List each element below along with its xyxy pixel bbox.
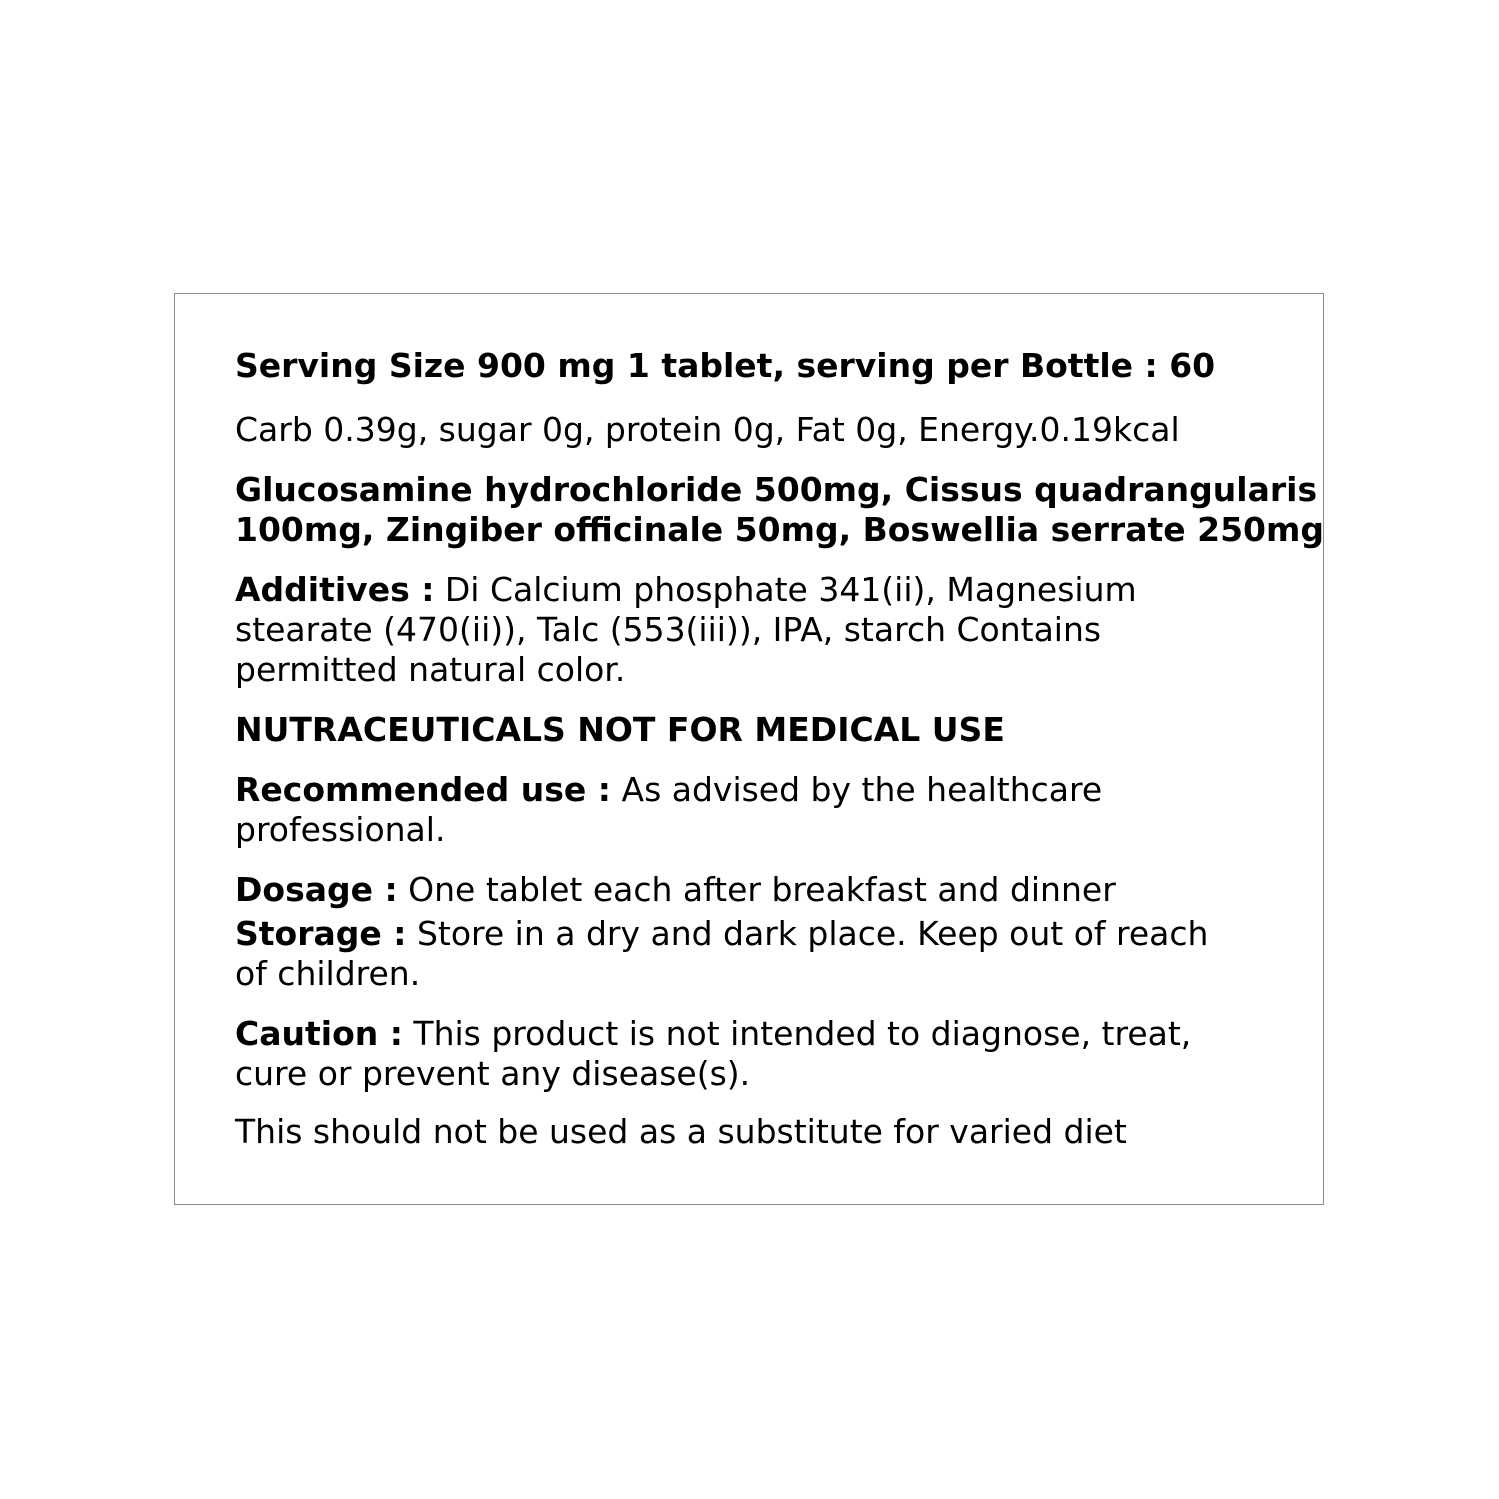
additives-text-1: Di Calcium phosphate 341(ii), Magnesium <box>434 570 1137 609</box>
recommended-use-line-2: professional. <box>235 810 446 849</box>
caution-text-1: This product is not intended to diagnose, treat, <box>402 1014 1192 1053</box>
nutrition-facts-text: Carb 0.39g, sugar 0g, protein 0g, Fat 0g, Energy.0.19kcal <box>235 410 1180 449</box>
additives-label: Additives : <box>235 570 435 609</box>
dosage-text: One tablet each after breakfast and dinner <box>397 870 1116 909</box>
additives-line-2: stearate (470(ii)), Talc (553(iii)), IPA, starch Contains <box>235 610 1102 649</box>
storage-label: Storage : <box>235 914 407 953</box>
ingredients-line-1: Glucosamine hydrochloride 500mg, Cissus quadrangularis <box>235 470 1318 509</box>
recommended-use-label: Recommended use : <box>235 770 611 809</box>
caution-line-1 <box>235 1014 1191 1054</box>
dosage-line <box>235 870 1116 910</box>
caution-label: Caution : <box>235 1014 403 1053</box>
storage-line-2: of children. <box>235 954 421 993</box>
storage-text-1: Store in a dry and dark place. Keep out of reach <box>406 914 1209 953</box>
dosage-label: Dosage : <box>235 870 398 909</box>
medical-use-notice: NUTRACEUTICALS NOT FOR MEDICAL USE <box>235 710 1005 749</box>
recommended-use-line-1 <box>235 770 1102 810</box>
additives-line-3: permitted natural color. <box>235 650 626 689</box>
ingredients-line-2: 100mg, Zingiber officinale 50mg, Boswellia serrate 250mg <box>235 510 1324 549</box>
serving-size-text: Serving Size 900 mg 1 tablet, serving per Bottle : 60 <box>235 346 1216 385</box>
caution-line-2: cure or prevent any disease(s). <box>235 1054 751 1093</box>
recommended-use-text-1: As advised by the healthcare <box>611 770 1103 809</box>
additives-line-1 <box>235 570 1137 610</box>
product-label-box <box>174 293 1324 1205</box>
storage-line-1 <box>235 914 1208 954</box>
diet-substitute-notice: This should not be used as a substitute for varied diet <box>235 1112 1127 1151</box>
